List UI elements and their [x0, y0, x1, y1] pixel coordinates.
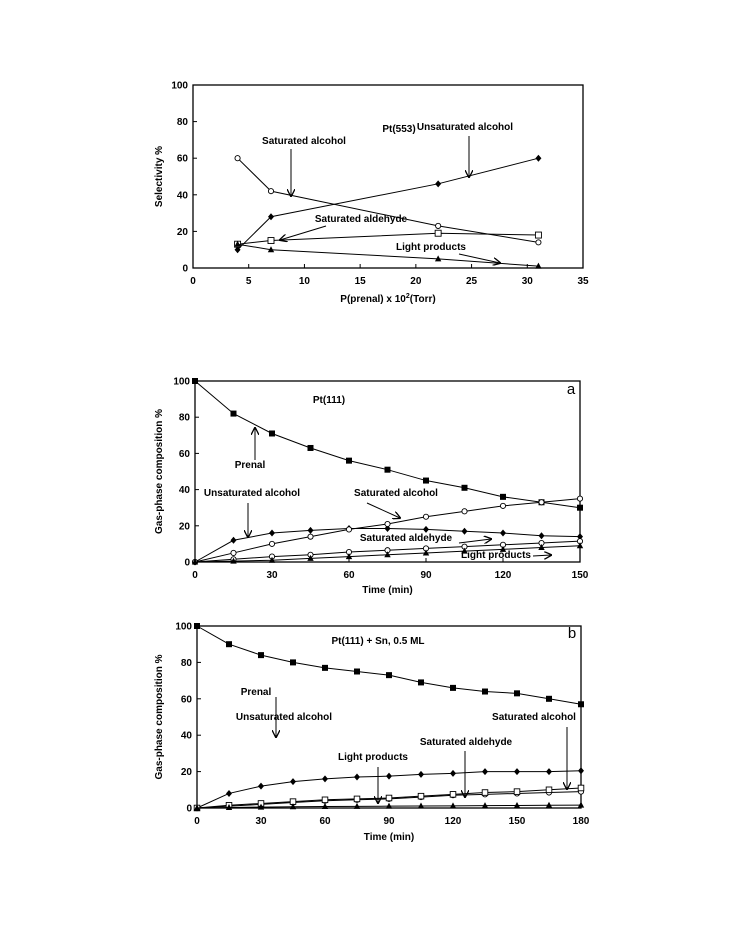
- data-point-saturated-aldehyde: [386, 795, 392, 801]
- y-tick-label: 80: [176, 117, 188, 129]
- x-tick-label: 180: [572, 816, 590, 827]
- data-point-saturated-alcohol: [346, 527, 351, 532]
- data-point-unsaturated-alcohol: [546, 768, 552, 775]
- data-point-saturated-alcohol: [235, 156, 240, 161]
- data-point-unsaturated-alcohol: [578, 767, 584, 774]
- y-tick-label: 40: [176, 190, 188, 202]
- data-point-saturated-alcohol: [536, 240, 541, 245]
- data-point-saturated-alcohol: [269, 541, 274, 546]
- panel-title: Pt(553): [382, 124, 416, 135]
- data-point-unsaturated-alcohol: [539, 532, 545, 539]
- annotation-light-products: Light products: [396, 242, 466, 253]
- data-point-prenal: [450, 685, 456, 691]
- panel-letter: a: [566, 381, 576, 398]
- x-tick-label: 5: [245, 276, 252, 287]
- y-tick-label: 100: [175, 621, 192, 633]
- y-tick-label: 20: [180, 767, 192, 779]
- data-point-prenal: [482, 689, 488, 695]
- data-point-prenal: [322, 665, 328, 671]
- annotation-saturated-aldehyde: Saturated aldehyde: [314, 214, 408, 225]
- data-point-unsaturated-alcohol: [462, 528, 468, 535]
- data-point-saturated-aldehyde: [514, 789, 520, 795]
- annotation-arrow: [367, 503, 400, 518]
- data-point-saturated-aldehyde: [450, 792, 456, 798]
- data-point-prenal: [423, 478, 429, 484]
- data-point-saturated-alcohol: [577, 496, 582, 501]
- y-axis-label: Gas-phase composition %: [154, 654, 165, 780]
- y-tick-label: 100: [171, 80, 188, 92]
- data-point-unsaturated-alcohol: [482, 768, 488, 775]
- x-tick-label: 10: [298, 276, 310, 287]
- data-point-unsaturated-alcohol: [290, 778, 296, 785]
- x-tick-label: 60: [343, 570, 355, 581]
- annotation-saturated-aldehyde: Saturated aldehyde: [419, 737, 513, 748]
- data-point-prenal: [500, 494, 506, 500]
- y-axis-label: Gas-phase composition %: [154, 408, 165, 535]
- x-axis-label: P(prenal) x $10^2(Torr)$: [340, 293, 436, 305]
- data-point-light-products: [578, 802, 584, 808]
- annotation-saturated-aldehyde: Saturated aldehyde: [359, 533, 453, 544]
- data-point-saturated-aldehyde: [546, 787, 552, 793]
- y-tick-label: 60: [180, 694, 192, 706]
- x-axis-label: Time (min): [362, 585, 413, 596]
- annotation-arrow: [533, 555, 551, 556]
- y-tick-label: 80: [180, 657, 192, 669]
- data-point-saturated-alcohol: [423, 514, 428, 519]
- x-tick-label: 0: [190, 276, 196, 287]
- data-point-unsaturated-alcohol: [354, 774, 360, 781]
- y-tick-label: 80: [178, 412, 190, 424]
- data-point-saturated-alcohol: [385, 521, 390, 526]
- data-point-prenal: [194, 623, 200, 629]
- annotation-unsaturated-alcohol: Unsaturated alcohol: [235, 712, 333, 723]
- panel-title: Pt(111) + Sn, 0.5 ML: [331, 636, 425, 647]
- y-tick-label: 40: [178, 485, 190, 497]
- data-point-unsaturated-alcohol: [418, 771, 424, 778]
- annotation-prenal: Prenal: [234, 460, 266, 471]
- series-line-saturated-alcohol: [238, 158, 539, 242]
- chart-gas-composition-pt111: [154, 377, 589, 597]
- y-tick-label: 100: [173, 376, 190, 388]
- x-tick-label: 60: [319, 816, 331, 827]
- data-point-unsaturated-alcohol: [258, 783, 264, 790]
- data-point-prenal: [418, 679, 424, 685]
- data-point-saturated-aldehyde: [535, 232, 541, 238]
- y-tick-label: 0: [184, 557, 190, 569]
- panel-title: Pt(111): [312, 395, 346, 406]
- data-point-unsaturated-alcohol: [423, 526, 429, 533]
- data-point-prenal: [308, 445, 314, 451]
- data-point-unsaturated-alcohol: [308, 527, 314, 534]
- annotation-saturated-alcohol: Saturated alcohol: [492, 712, 576, 723]
- x-tick-label: 25: [466, 276, 478, 287]
- annotation-saturated-alcohol: Saturated alcohol: [354, 488, 438, 499]
- annotation-light-products: Light products: [338, 752, 408, 763]
- data-point-saturated-aldehyde: [354, 796, 360, 802]
- x-tick-label: 150: [508, 816, 526, 827]
- annotation-unsaturated-alcohol: Unsaturated alcohol: [416, 122, 514, 133]
- x-tick-label: 15: [354, 276, 366, 287]
- data-point-saturated-aldehyde: [268, 238, 274, 244]
- x-tick-label: 120: [444, 816, 462, 827]
- y-tick-label: 0: [182, 263, 188, 275]
- data-point-unsaturated-alcohol: [226, 790, 232, 797]
- series-line-light-products: [238, 244, 539, 266]
- data-point-prenal: [269, 430, 275, 436]
- data-point-prenal: [577, 505, 583, 511]
- y-tick-label: 20: [178, 521, 190, 533]
- data-point-prenal: [354, 669, 360, 675]
- data-point-prenal: [514, 690, 520, 696]
- data-point-prenal: [231, 411, 237, 417]
- data-point-unsaturated-alcohol: [450, 770, 456, 777]
- data-point-saturated-aldehyde: [418, 793, 424, 799]
- y-axis-label: Selectivity %: [154, 145, 165, 208]
- x-tick-label: 20: [410, 276, 422, 287]
- data-point-prenal: [258, 652, 264, 658]
- data-point-saturated-aldehyde: [578, 785, 584, 791]
- data-point-unsaturated-alcohol: [500, 530, 506, 537]
- data-point-unsaturated-alcohol: [386, 773, 392, 780]
- x-axis-label: Time (min): [363, 832, 415, 843]
- data-point-prenal: [290, 659, 296, 665]
- data-point-prenal: [462, 485, 468, 491]
- data-point-prenal: [192, 378, 198, 384]
- annotation-saturated-alcohol: Saturated alcohol: [262, 136, 346, 147]
- x-tick-label: 30: [255, 816, 267, 827]
- data-point-saturated-alcohol: [500, 503, 505, 508]
- x-tick-label: 150: [571, 570, 589, 581]
- chart-gas-composition-pt111-sn: [154, 622, 590, 844]
- data-point-saturated-aldehyde: [322, 797, 328, 803]
- annotation-unsaturated-alcohol: Unsaturated alcohol: [203, 488, 301, 499]
- x-tick-label: 30: [266, 570, 278, 581]
- data-point-unsaturated-alcohol: [269, 530, 275, 537]
- data-point-prenal: [226, 641, 232, 647]
- annotation-prenal: Prenal: [240, 687, 272, 698]
- data-point-prenal: [385, 467, 391, 473]
- annotation-arrow: [280, 226, 326, 240]
- data-point-saturated-alcohol: [308, 534, 313, 539]
- data-point-saturated-aldehyde: [482, 790, 488, 796]
- data-point-prenal: [386, 672, 392, 678]
- x-tick-label: 90: [383, 816, 395, 827]
- chart-selectivity-pt553: [154, 81, 589, 306]
- data-point-saturated-alcohol: [462, 509, 467, 514]
- y-tick-label: 0: [186, 803, 192, 815]
- x-tick-label: 30: [521, 276, 533, 287]
- x-tick-label: 35: [577, 276, 589, 287]
- annotation-arrow: [459, 539, 491, 543]
- x-tick-label: 90: [420, 570, 432, 581]
- data-point-unsaturated-alcohol: [535, 155, 541, 162]
- data-point-unsaturated-alcohol: [231, 537, 237, 544]
- data-point-saturated-aldehyde: [435, 230, 441, 236]
- x-tick-label: 0: [192, 570, 198, 581]
- data-point-prenal: [346, 458, 352, 464]
- y-tick-label: 20: [176, 226, 188, 238]
- data-point-unsaturated-alcohol: [435, 180, 441, 187]
- data-point-prenal: [546, 696, 552, 702]
- data-point-saturated-alcohol: [231, 550, 236, 555]
- panel-letter: b: [567, 625, 577, 642]
- y-tick-label: 40: [180, 730, 192, 742]
- x-tick-label: 0: [194, 816, 200, 827]
- data-point-saturated-alcohol: [436, 223, 441, 228]
- x-tick-label: 120: [494, 570, 512, 581]
- data-point-unsaturated-alcohol: [514, 768, 520, 775]
- data-point-saturated-alcohol: [268, 189, 273, 194]
- data-point-saturated-alcohol: [539, 500, 544, 505]
- y-tick-label: 60: [176, 153, 188, 165]
- annotation-light-products: Light products: [461, 550, 531, 561]
- data-point-unsaturated-alcohol: [322, 775, 328, 782]
- data-point-prenal: [578, 701, 584, 707]
- y-tick-label: 60: [178, 448, 190, 460]
- series-line-unsaturated-alcohol: [238, 158, 539, 250]
